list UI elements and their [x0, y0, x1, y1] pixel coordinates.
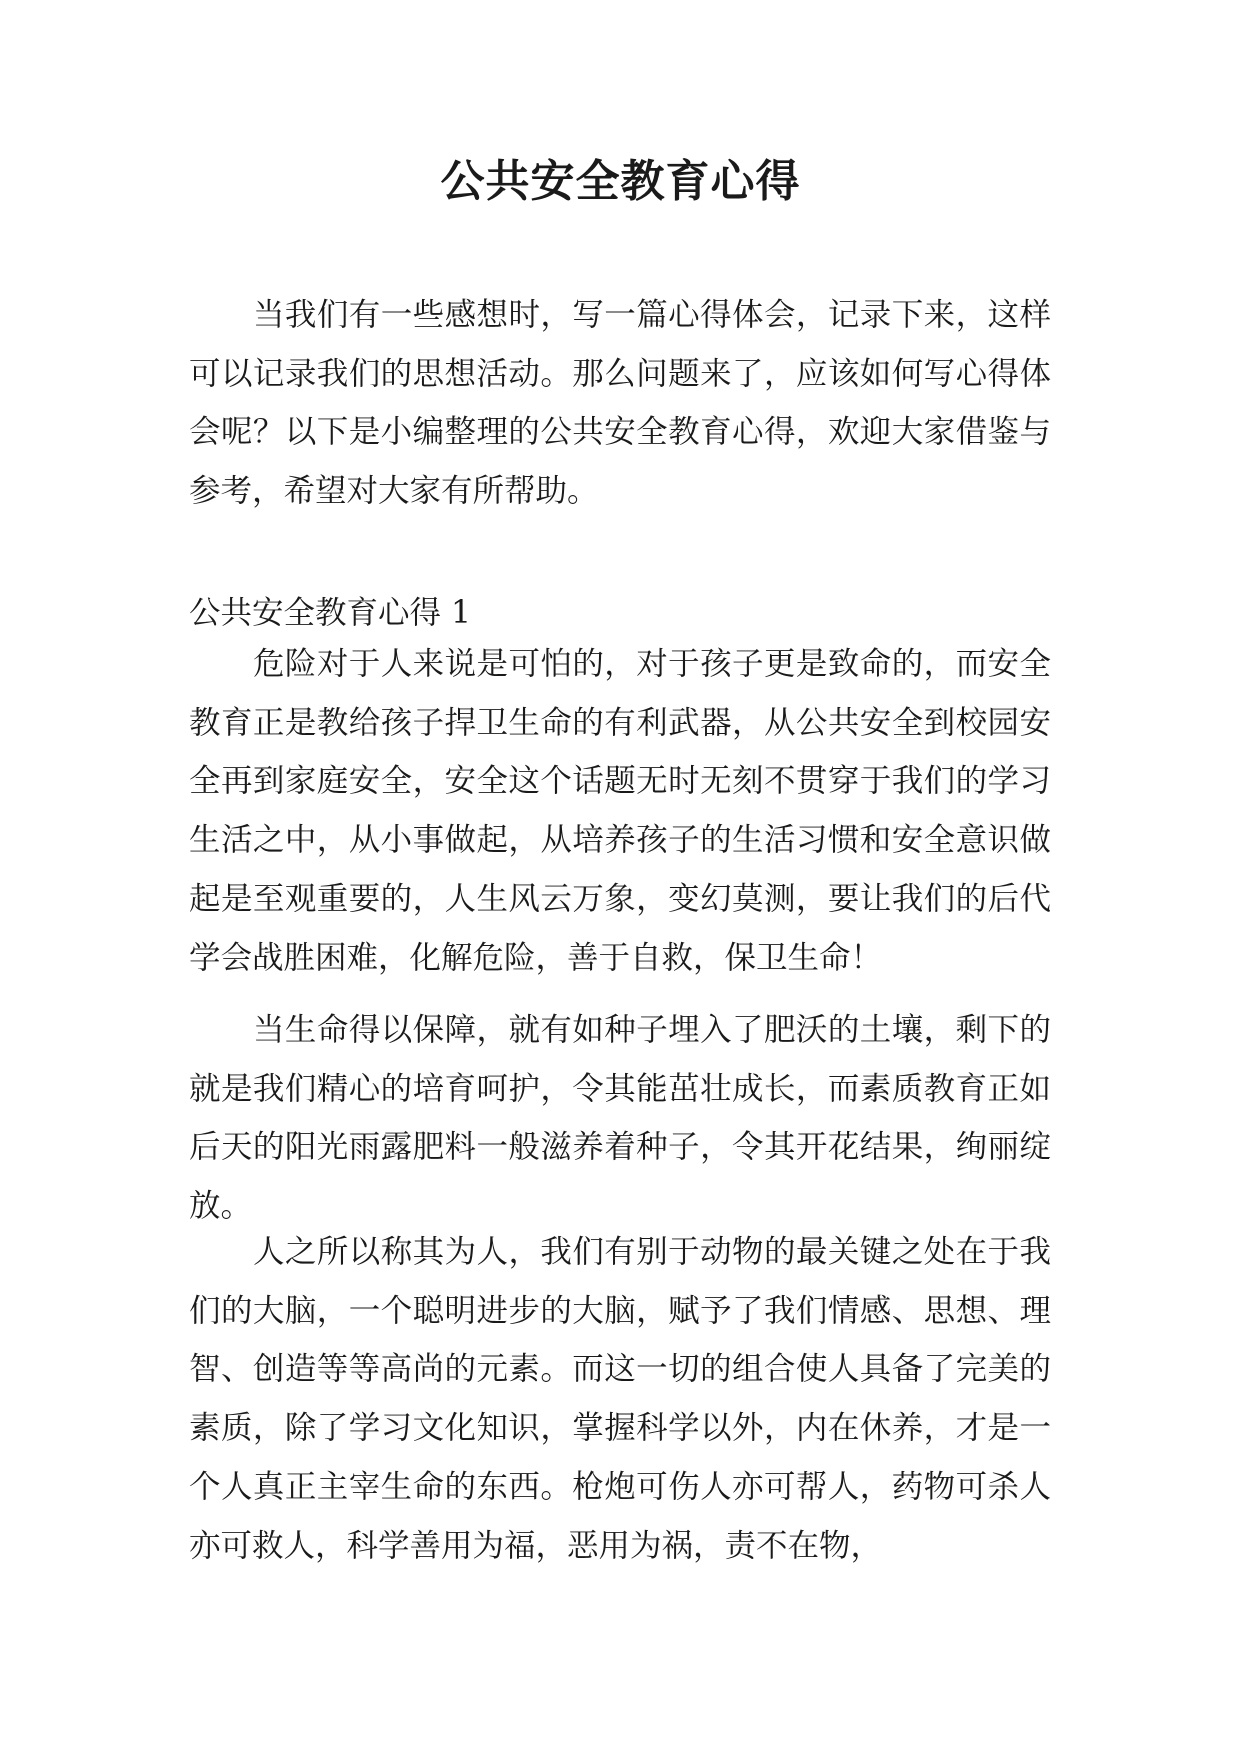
body-paragraph-3: 人之所以称其为人，我们有别于动物的最关键之处在于我们的大脑，一个聪明进步的大脑，赋予了我们情感、思想、理智、创造等等高尚的元素。而这一切的组合使人具备了完美的素质，除了学习文化知识，掌握科学以外，内在休养，才是一个人真正主宰生命的东西。枪炮可伤人亦可帮人，药物可杀人亦可救人，科学善用为福，恶用为祸，责不在物， [189, 1234, 1051, 1564]
body-paragraph-2: 当生命得以保障，就有如种子埋入了肥沃的土壤，剩下的就是我们精心的培育呵护，令其能茁壮成长，而素质教育正如后天的阳光雨露肥料一般滋养着种子，令其开花结果，绚丽绽放。 [189, 1012, 1051, 1225]
body-paragraph-1: 危险对于人来说是可怕的，对于孩子更是致命的，而安全教育正是教给孩子捍卫生命的有利武器，从公共安全到校园安全再到家庭安全，安全这个话题无时无刻不贯穿于我们的学习生活之中，从小事做起，从培养孩子的生活习惯和安全意识做起是至观重要的，人生风云万象，变幻莫测，要让我们的后代学会战胜困难，化解危险，善于自救，保卫生命！ [189, 646, 1051, 976]
intro-paragraph: 当我们有一些感想时，写一篇心得体会，记录下来，这样可以记录我们的思想活动。那么问题来了，应该如何写心得体会呢？以下是小编整理的公共安全教育心得，欢迎大家借鉴与参考，希望对大家有所帮助。 [189, 297, 1051, 510]
section-heading: 公共安全教育心得 1 [189, 595, 472, 631]
document-title: 公共安全教育心得 [440, 156, 801, 207]
